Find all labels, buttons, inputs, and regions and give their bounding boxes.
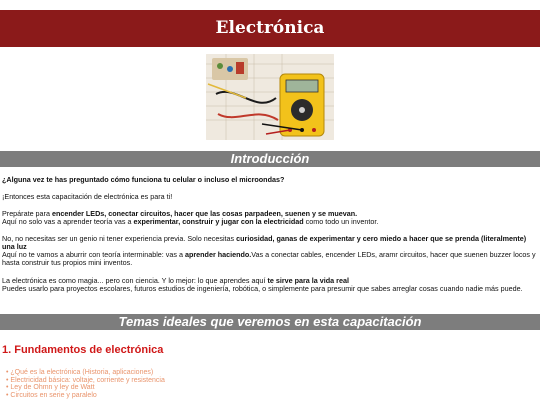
list-item[interactable]: • Ley de Ohmn y ley de Watt bbox=[6, 384, 165, 392]
intro-line1: ¡Entonces esta capacitación de electrónica es para ti! bbox=[2, 192, 173, 201]
intro-question-text: ¿Alguna vez te has preguntado cómo funciona tu celular o incluso el microondas? bbox=[2, 175, 285, 184]
topics-list bbox=[6, 369, 165, 399]
intro-section-header bbox=[0, 151, 540, 167]
p3-bold-d: aprender haciendo. bbox=[184, 250, 252, 259]
topics-title: Temas ideales que veremos en esta capacitación bbox=[118, 314, 422, 329]
intro-paragraph-3 bbox=[2, 235, 538, 267]
intro-paragraph-2 bbox=[2, 210, 538, 226]
section-1-heading: 1. Fundamentos de electrónica bbox=[2, 344, 164, 356]
page-title: Electrónica bbox=[215, 18, 325, 38]
p2-bold-b: encender LEDs, conectar circuitos, hacer que las cosas parpadeen, suenen y se muevan. bbox=[51, 209, 358, 218]
electronics-illustration-icon bbox=[206, 54, 334, 140]
list-item[interactable]: • ¿Qué es la electrónica (Historia, aplicaciones) bbox=[6, 369, 165, 377]
p4-text-a: La electrónica es como magia... pero con ciencia. Y lo mejor: lo que aprendes aquí bbox=[2, 276, 268, 285]
p2-bold-d: experimentar, construir y jugar con la electricidad bbox=[133, 217, 304, 226]
p3-text-c: Aquí no te vamos a aburrir con teoría interminable: vas a bbox=[2, 250, 185, 259]
p3-text-e: Vas a conectar cables, encender LEDs, aramr circuitos, hacer que suenen buzzer locos y hasta construir tus propios mini inventos. bbox=[2, 250, 536, 267]
page-header bbox=[0, 10, 540, 47]
p3-bold-b: curiosidad, ganas de experimentar y cero miedo a hacer que se prenda (literalmente) una luz bbox=[2, 234, 527, 251]
intro-title: Introducción bbox=[230, 151, 310, 166]
top-strip bbox=[0, 0, 540, 10]
p4-text-c: Puedes usarlo para proyectos escolares, futuros estudios de ingeniería, robótica, o simplemente para presumir que sabes arreglar cosas cuando nadie más puede. bbox=[2, 284, 523, 293]
p2-text-c: Aquí no solo vas a aprender teoría vas a bbox=[2, 217, 134, 226]
list-item[interactable]: • Electricidad básica: voltaje, corriente y resistencia bbox=[6, 377, 165, 385]
p4-bold-b: te sirve para la vida real bbox=[267, 276, 349, 285]
p2-text-e: como todo un inventor. bbox=[303, 217, 379, 226]
list-item[interactable]: • Circuitos en serie y paralelo bbox=[6, 392, 165, 400]
topics-section-header bbox=[0, 314, 540, 330]
intro-question bbox=[2, 176, 538, 184]
p2-text-a: Prepárate para bbox=[2, 209, 52, 218]
hero-image bbox=[206, 54, 334, 140]
intro-paragraph-4 bbox=[2, 277, 538, 293]
p3-text-a: No, no necesitas ser un genio ni tener experiencia previa. Solo necesitas bbox=[2, 234, 237, 243]
